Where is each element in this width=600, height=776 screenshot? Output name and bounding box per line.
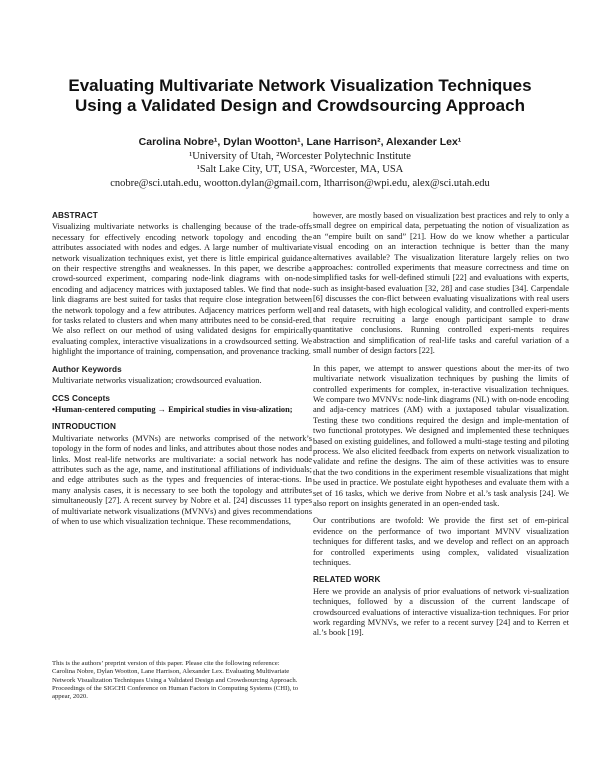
paragraph-3: Our contributions are twofold: We provide the first set of em-pirical evidence on the performance of two important MVNV visualization techniques for different tasks, and we develop and reflect on an approach for controlled experiments using complex, validated visualization techniques. xyxy=(313,516,569,567)
emails: cnobre@sci.utah.edu, wootton.dylan@gmail.com, ltharrison@wpi.edu, alex@sci.utah.edu xyxy=(110,177,490,189)
author-names: Carolina Nobre¹, Dylan Wootton¹, Lane Harrison², Alexander Lex¹ xyxy=(138,136,462,148)
paper-title xyxy=(40,76,560,116)
keywords-text: Multivariate networks visualization; crowdsourced evaluation. xyxy=(52,376,262,386)
related-work-heading: RELATED WORK xyxy=(313,575,381,585)
author-block xyxy=(40,136,560,190)
keywords-heading: Author Keywords xyxy=(52,364,122,374)
affiliations: ¹University of Utah, ²Worcester Polytechnic Institute xyxy=(189,150,411,162)
left-column xyxy=(52,211,312,534)
introduction-text: Multivariate networks (MVNs) are networks comprised of the network’s topology in the form of nodes and links, and attributes about those nodes and links. Most real-life networks are multivariate: a social network has node attributes such as the age, name, and institutional affiliations of individuals; and edge attributes such as the types and frequencies of interac-tions. In many analysis cases, it is necessary to see both the topology and attributes simultaneously [27]. A recent survey by Nobre et al. [24] discusses 11 types of multivariate network visualizations (MVNVs) and gives recommendations of when to use which visualization technique. These recommendations, xyxy=(52,433,312,526)
abstract-text: Visualizing multivariate networks is challenging because of the trade-offs necessary for effectively encoding network topology and encoding the attributes associated with nodes and edges. A large number of multivariate network visualization techniques exist, yet there is little empirical guidance on their respective strengths and weaknesses. In this paper, we describe a crowd-sourced experiment, comparing node-link diagrams with on-node encoding and adjacency matrices with juxtaposed tables. We find that node-link diagrams are best suited for tasks that require close integration between the network topology and a few attributes. Adjacency matrices perform well for tasks related to clusters and when many attributes need to be consid-ered. We also reflect on our method of using validated designs for empirically evaluating complex, interactive visualizations in a crowdsourced setting. We highlight the importance of training, compensation, and provenance tracking. xyxy=(52,222,312,357)
footnote-line-2: Carolina Nobre, Dylan Wootton, Lane Harrison, Alexander Lex. Evaluating Multivariate Network Visualization Techniques Using a Validated Design and Crowdsourcing Approach. Proceedings of the SIGCHI Conference on Human Factors in Computing Systems (CHI), to appear, 2020. xyxy=(52,668,299,701)
locations: ¹Salt Lake City, UT, USA, ²Worcester, MA, USA xyxy=(196,164,404,175)
introduction-heading: INTRODUCTION xyxy=(52,422,116,432)
paragraph-2: In this paper, we attempt to answer questions about the mer-its of two multivariate network visualization techniques by pushing the limits of controlled experiments for complex, in-teractive visualization techniques. We compare two MVNVs: node-link diagrams (NL) with on-node encoding and adja-cency matrices (AM) with a juxtaposed tabular visualization. Testing these two conditions required the design and imple-mentation of two functional prototypes. We designed and implemented these techniques based on existing guidelines, and followed a multi-stage testing and piloting process. We also elicited feedback from experts on network visualization to validate and refine the designs. The aim of these activities was to ensure that the two conditions in the experiment resemble visualizations that might be used in practice. We postulate eight hypotheses and evaluate them with a set of 16 tasks, which we derive from Nobre et al.’s task analysis [24]. We also report on insights generated in an open-ended task. xyxy=(313,363,569,508)
title-line-2: Using a Validated Design and Crowdsourcing Approach xyxy=(75,96,525,115)
abstract-heading: ABSTRACT xyxy=(52,211,98,220)
ccs-text: •Human-centered computing → Empirical studies in visu-alization; xyxy=(52,404,293,414)
preprint-footnote xyxy=(52,660,307,701)
related-work-text: Here we provide an analysis of prior evaluations of network vi-sualization techniques, followed by a discussion of the current landscape of crowdsourced evaluations of interactive visualiza-tion techniques. For prior work regarding MVNVs, we refer to a recent survey [24] and to Kerren et al.’s book [19]. xyxy=(313,586,569,638)
right-column xyxy=(313,211,569,646)
footnote-line-1: This is the authors’ preprint version of this paper. Please cite the following reference: xyxy=(52,660,280,667)
paragraph-1: however, are mostly based on visualization best practices and rely to only a small degree on empirical data, perpetuating the notion of visualization as an “empire built on sand” [21]. How do we know whether a particular visual encoding on an interaction technique is better than the many alternatives available? The visualization literature largely relies on two approaches: controlled experiments that measure correctness and time on simplified tasks for well-defined stimuli [22] and evaluations with experts, such as insight-based evaluation [32, 28] and case studies [34]. Carpendale [6] discusses the con-flict between evaluating visualizations with real users and real datasets, with high ecological validity, and controlled experi-ments that require recruiting a large enough participant sample to draw quantitative conclusions. Running controlled experi-ments requires abstraction and simplification of real-life tasks and careful variation of a small number of design factors [22]. xyxy=(313,211,569,356)
title-line-1: Evaluating Multivariate Network Visualization Techniques xyxy=(68,76,532,95)
ccs-heading: CCS Concepts xyxy=(52,393,111,403)
